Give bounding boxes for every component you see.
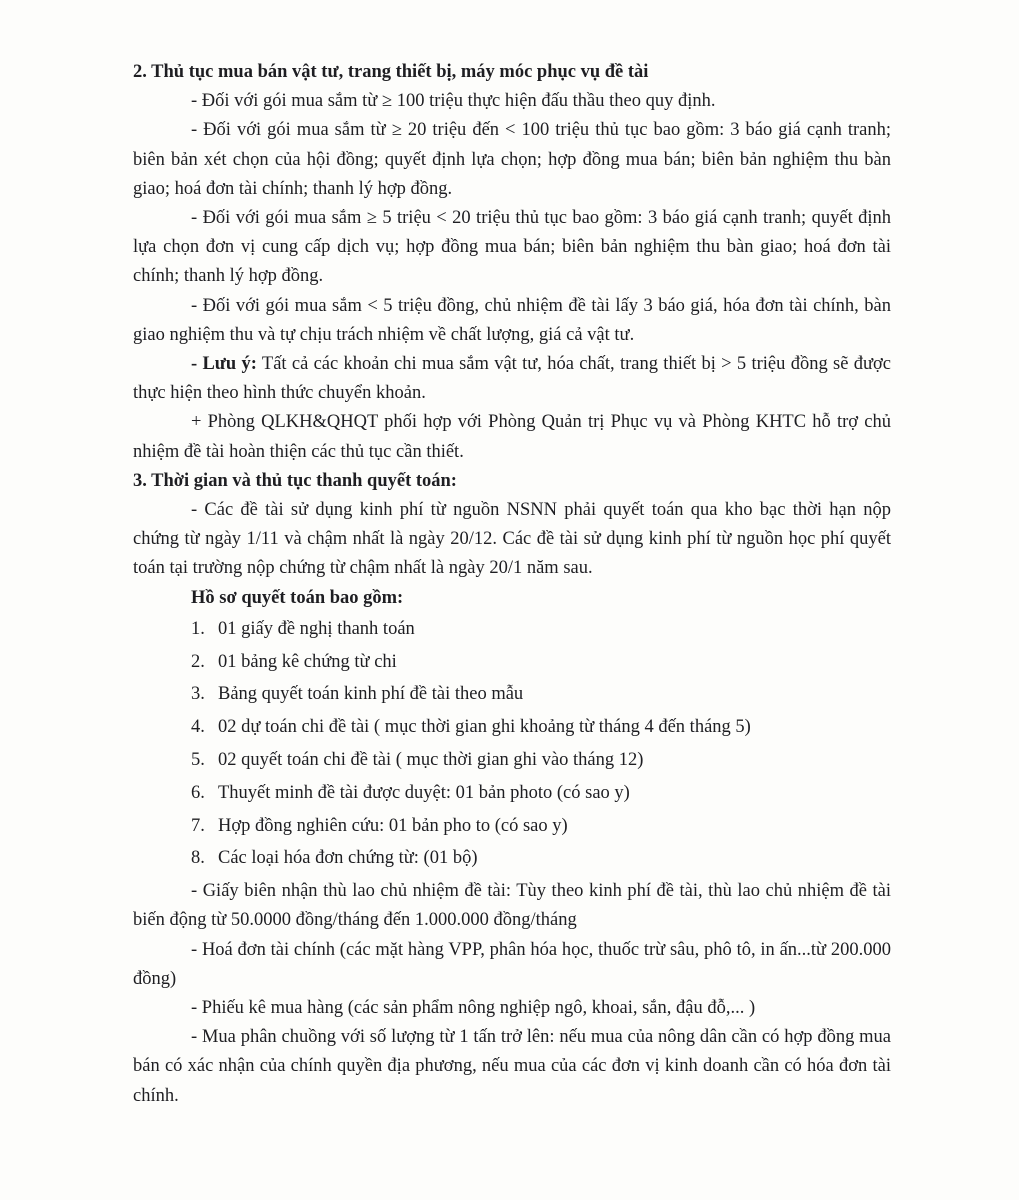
list-item-number: 3. bbox=[191, 684, 205, 705]
list-item bbox=[191, 810, 891, 843]
list-item bbox=[191, 711, 891, 744]
detail-invoice: - Hoá đơn tài chính (các mặt hàng VPP, phân hóa học, thuốc trừ sâu, phô tô, in ấn...từ 200.000 đồng) bbox=[133, 939, 891, 989]
section-2-item-4: - Đối với gói mua sắm < 5 triệu đồng, chủ nhiệm đề tài lấy 3 báo giá, hóa đơn tài chính, bàn giao nghiệm thu và tự chịu trách nhiệm về chất lượng, giá cả vật tư. bbox=[133, 295, 891, 345]
list-item bbox=[191, 646, 891, 679]
dossier-list bbox=[133, 613, 891, 875]
list-item-number: 1. bbox=[191, 618, 205, 639]
detail-fee-receipt: - Giấy biên nhận thù lao chủ nhiệm đề tài: Tùy theo kinh phí đề tài, thù lao chủ nhiệm đề tài biến động từ 50.0000 đồng/tháng đến 1.000.000 đồng/tháng bbox=[133, 881, 891, 931]
section-2-item-1: - Đối với gói mua sắm từ ≥ 100 triệu thực hiện đấu thầu theo quy định. bbox=[191, 91, 716, 112]
dossier-heading: Hồ sơ quyết toán bao gồm: bbox=[191, 587, 404, 608]
section-2-item-3: - Đối với gói mua sắm ≥ 5 triệu < 20 triệu thủ tục bao gồm: 3 báo giá cạnh tranh; quyết định lựa chọn đơn vị cung cấp dịch vụ; hợp đồng mua bán; biên bản nghiệm thu bàn giao; hoá đơn tài chính; thanh lý hợp đồng. bbox=[133, 208, 891, 287]
detail-purchase-list: - Phiếu kê mua hàng (các sản phẩm nông nghiệp ngô, khoai, sắn, đậu đỗ,... ) bbox=[191, 998, 756, 1019]
list-item bbox=[191, 777, 891, 810]
section-2-support: + Phòng QLKH&QHQT phối hợp với Phòng Quản trị Phục vụ và Phòng KHTC hỗ trợ chủ nhiệm đề tài hoàn thiện các thủ tục cần thiết. bbox=[133, 412, 891, 462]
section-2-heading: 2. Thủ tục mua bán vật tư, trang thiết bị, máy móc phục vụ đề tài bbox=[133, 62, 649, 82]
note-label: - Lưu ý: bbox=[191, 354, 257, 375]
list-item-number: 2. bbox=[191, 651, 205, 672]
list-item-text: 02 dự toán chi đề tài ( mục thời gian ghi khoảng từ tháng 4 đến tháng 5) bbox=[218, 717, 751, 738]
document-body bbox=[133, 58, 891, 1111]
list-item-number: 7. bbox=[191, 815, 205, 836]
list-item-text: Thuyết minh đề tài được duyệt: 01 bản photo (có sao y) bbox=[218, 782, 630, 803]
list-item-text: 01 bảng kê chứng từ chi bbox=[218, 651, 397, 672]
list-item-text: Bảng quyết toán kinh phí đề tài theo mẫu bbox=[218, 684, 524, 705]
list-item bbox=[191, 744, 891, 777]
list-item-number: 4. bbox=[191, 717, 205, 738]
section-3-heading: 3. Thời gian và thủ tục thanh quyết toán: bbox=[133, 470, 457, 491]
list-item-text: 01 giấy đề nghị thanh toán bbox=[218, 618, 415, 639]
list-item-number: 8. bbox=[191, 848, 205, 869]
list-item-text: Các loại hóa đơn chứng từ: (01 bộ) bbox=[218, 848, 478, 869]
detail-manure-purchase: - Mua phân chuồng với số lượng từ 1 tấn trở lên: nếu mua của nông dân cần có hợp đồng mua bán có xác nhận của chính quyền địa phương, nếu mua của các đơn vị kinh doanh cần có hóa đơn tài chính. bbox=[133, 1027, 891, 1106]
list-item bbox=[191, 842, 891, 875]
list-item bbox=[191, 613, 891, 646]
list-item-number: 6. bbox=[191, 782, 205, 803]
list-item bbox=[191, 678, 891, 711]
section-3-intro: - Các đề tài sử dụng kinh phí từ nguồn NSNN phải quyết toán qua kho bạc thời hạn nộp chứng từ ngày 1/11 và chậm nhất là ngày 20/12. Các đề tài sử dụng kinh phí từ nguồn học phí quyết toán tại trường nộp chứng từ chậm nhất là ngày 20/1 năm sau. bbox=[133, 500, 891, 579]
list-item-text: 02 quyết toán chi đề tài ( mục thời gian ghi vào tháng 12) bbox=[218, 750, 644, 771]
list-item-text: Hợp đồng nghiên cứu: 01 bản pho to (có sao y) bbox=[218, 815, 568, 836]
section-2-note bbox=[133, 350, 891, 408]
list-item-number: 5. bbox=[191, 750, 205, 771]
note-text: Tất cả các khoản chi mua sắm vật tư, hóa chất, trang thiết bị > 5 triệu đồng sẽ được thực hiện theo hình thức chuyển khoản. bbox=[133, 354, 891, 404]
section-2-item-2: - Đối với gói mua sắm từ ≥ 20 triệu đến < 100 triệu thủ tục bao gồm: 3 báo giá cạnh tranh; biên bản xét chọn của hội đồng; quyết định lựa chọn; hợp đồng mua bán; biên bản nghiệm thu bàn giao; hoá đơn tài chính; thanh lý hợp đồng. bbox=[133, 120, 891, 199]
